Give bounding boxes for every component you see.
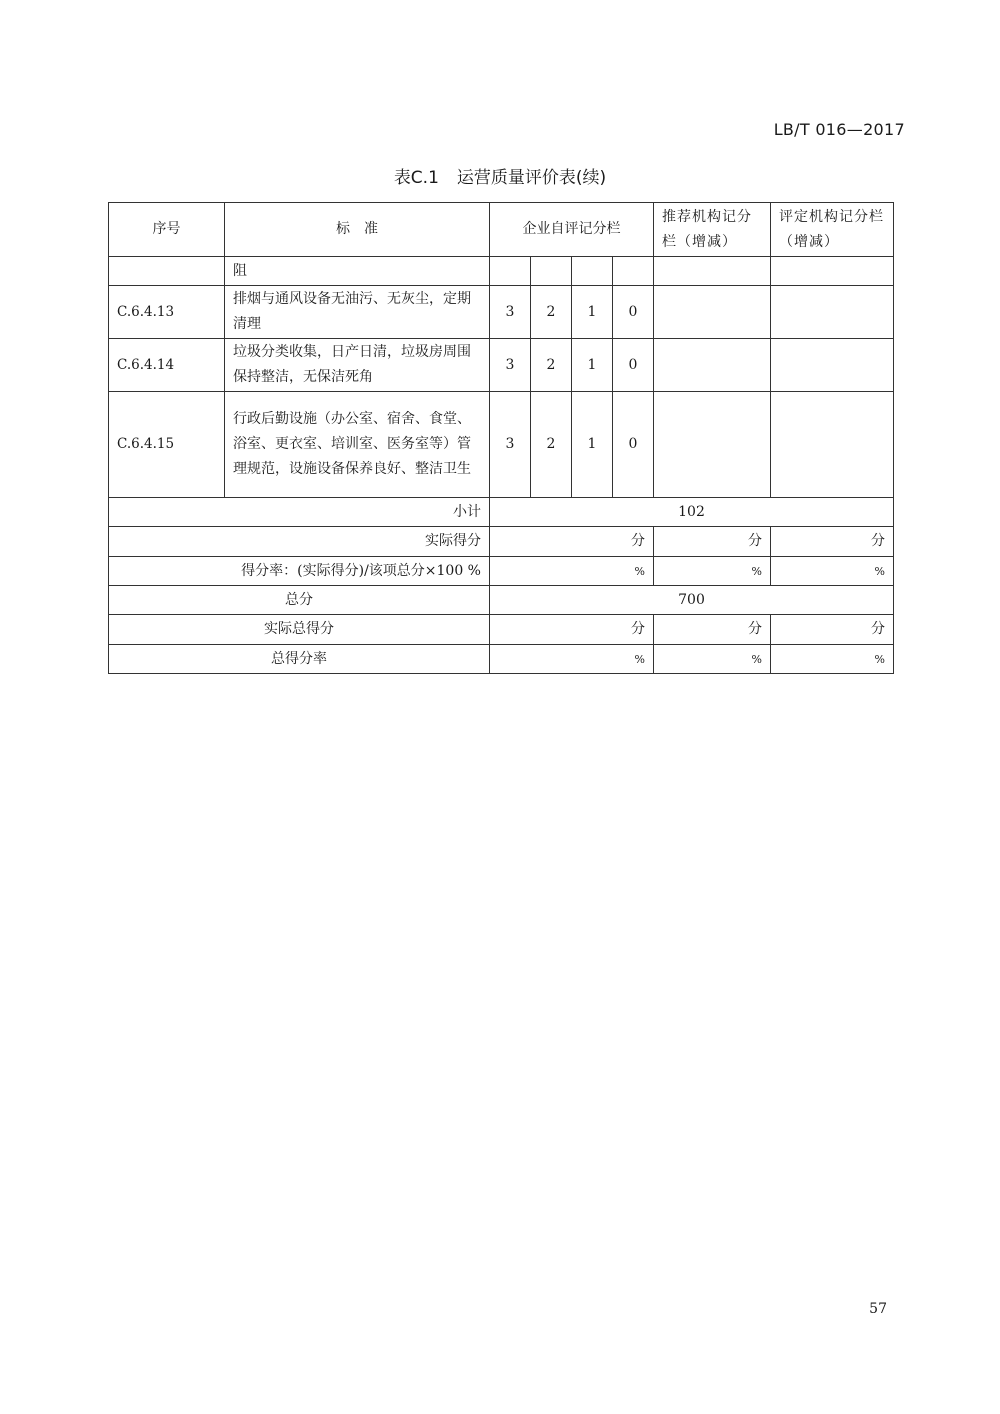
subtotal-value: 102 [490,498,894,527]
table-row [109,392,894,498]
header-row [109,203,894,257]
subtotal-row [109,498,894,527]
row-standard: 行政后勤设施（办公室、宿舍、食堂、浴室、更衣室、培训室、医务室等）管理规范，设施设备保养良好、整洁卫生 [225,392,490,498]
table-number: 表C.1 [393,168,439,188]
carry-over-assess [771,257,894,286]
score-rate-label: 得分率：(实际得分)/该项总分×100 % [109,557,490,586]
page-number: 57 [869,1301,887,1317]
header-seq: 序号 [109,203,225,257]
score-rate-row [109,557,894,586]
subtotal-label: 小计 [109,498,490,527]
header-self-eval: 企业自评记分栏 [490,203,654,257]
recommend-cell [654,339,771,392]
assess-cell [771,392,894,498]
evaluation-table [108,202,894,674]
row-standard: 垃圾分类收集，日产日清，垃圾房周围保持整洁，无保洁死角 [225,339,490,392]
carry-over-row [109,257,894,286]
score-2: 2 [531,339,572,392]
recommend-total-unit: 分 [654,615,771,645]
self-eval-actual-unit: 分 [490,527,654,557]
table-caption: 运营质量评价表(续) [456,168,607,188]
self-eval-total-unit: 分 [490,615,654,645]
actual-total-label: 实际总得分 [109,615,490,645]
recommend-actual-unit: 分 [654,527,771,557]
assess-total-unit: 分 [771,615,894,645]
total-rate-label: 总得分率 [109,645,490,674]
actual-total-row [109,615,894,645]
actual-score-row [109,527,894,557]
standard-code: LB/T 016—2017 [773,120,905,139]
table-title [0,163,1000,188]
assess-rate-unit: % [771,557,894,586]
self-eval-total-rate-unit: % [490,645,654,674]
recommend-cell [654,286,771,339]
score-2: 2 [531,392,572,498]
row-standard: 排烟与通风设备无油污、无灰尘，定期清理 [225,286,490,339]
table-row [109,339,894,392]
score-3: 3 [490,339,531,392]
table-row [109,286,894,339]
header-assess: 评定机构记分栏（增减） [771,203,894,257]
score-1: 1 [572,392,613,498]
row-seq: C.6.4.13 [109,286,225,339]
header-standard: 标 准 [225,203,490,257]
carry-over-recommend [654,257,771,286]
recommend-cell [654,392,771,498]
score-1: 1 [572,339,613,392]
score-0: 0 [613,286,654,339]
carry-over-score-0 [613,257,654,286]
row-seq: C.6.4.15 [109,392,225,498]
recommend-total-rate-unit: % [654,645,771,674]
total-rate-row [109,645,894,674]
total-label: 总分 [109,586,490,615]
total-row [109,586,894,615]
assess-total-rate-unit: % [771,645,894,674]
score-0: 0 [613,339,654,392]
score-2: 2 [531,286,572,339]
carry-over-score-3 [490,257,531,286]
self-eval-rate-unit: % [490,557,654,586]
recommend-rate-unit: % [654,557,771,586]
row-seq: C.6.4.14 [109,339,225,392]
assess-actual-unit: 分 [771,527,894,557]
assess-cell [771,339,894,392]
carry-over-seq [109,257,225,286]
carry-over-score-2 [531,257,572,286]
carry-over-standard: 阻 [225,257,490,286]
score-1: 1 [572,286,613,339]
header-recommend: 推荐机构记分栏（增减） [654,203,771,257]
assess-cell [771,286,894,339]
total-value: 700 [490,586,894,615]
score-0: 0 [613,392,654,498]
carry-over-score-1 [572,257,613,286]
score-3: 3 [490,392,531,498]
score-3: 3 [490,286,531,339]
actual-score-label: 实际得分 [109,527,490,557]
